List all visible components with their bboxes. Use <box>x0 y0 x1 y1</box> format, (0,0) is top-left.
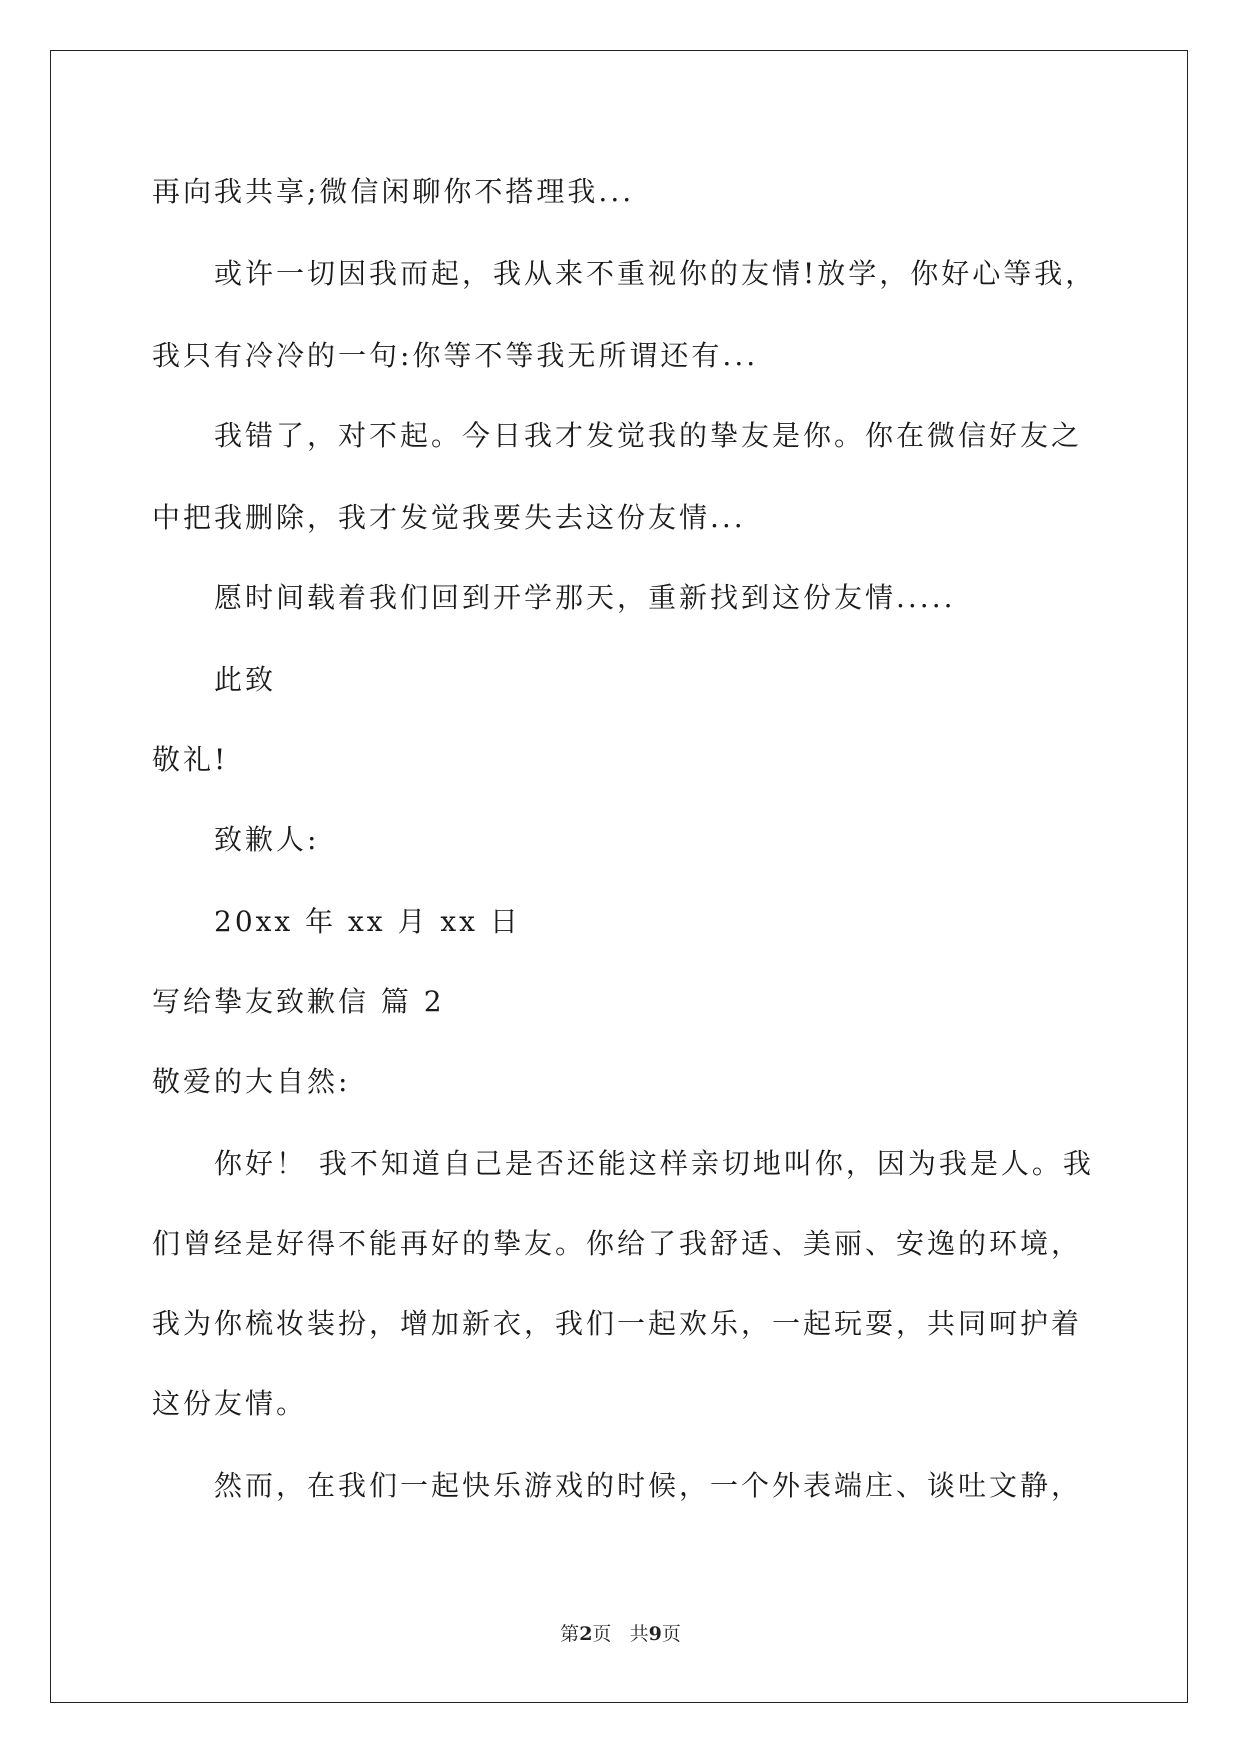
text-line-2: 或许一切因我而起，我从来不重视你的友情!放学，你好心等我， <box>214 257 1097 290</box>
footer-prefix: 第 <box>560 1623 580 1645</box>
text-line-10: 这份友情。 <box>152 1387 308 1420</box>
date-line: 20xx 年 xx 月 xx 日 <box>214 905 521 938</box>
text-line-4: 我错了，对不起。今日我才发觉我的挚友是你。你在微信好友之 <box>214 419 1083 452</box>
text-line-8: 们曾经是好得不能再好的挚友。你给了我舒适、美丽、安逸的环境， <box>152 1227 1083 1260</box>
footer-total-suffix: 页 <box>661 1623 681 1645</box>
text-line-11: 然而，在我们一起快乐游戏的时候，一个外表端庄、谈吐文静， <box>214 1469 1083 1502</box>
footer-total-prefix: 共 <box>629 1623 649 1645</box>
text-line-9: 我为你梳妆装扮，增加新衣，我们一起欢乐，一起玩耍，共同呵护着 <box>152 1307 1083 1340</box>
text-line-5: 中把我删除，我才发觉我要失去这份友情... <box>152 501 746 534</box>
total-page-number: 9 <box>648 1623 662 1645</box>
footer-page-suffix: 页 <box>592 1623 612 1645</box>
section-heading: 写给挚友致歉信 篇 2 <box>152 985 445 1018</box>
page-border <box>50 50 1188 1703</box>
text-line-1: 再向我共享;微信闲聊你不搭理我... <box>152 175 635 208</box>
current-page-number: 2 <box>579 1623 593 1645</box>
text-line-7: 你好！ 我不知道自己是否还能这样亲切地叫你，因为我是人。我 <box>214 1147 1094 1180</box>
signature-label: 致歉人: <box>214 823 320 856</box>
greeting-line: 敬爱的大自然: <box>152 1065 351 1098</box>
text-line-6: 愿时间载着我们回到开学那天，重新找到这份友情..... <box>214 581 956 614</box>
closing-line: 此致 <box>214 663 277 696</box>
salutation-line: 敬礼! <box>152 743 229 776</box>
text-line-3: 我只有冷冷的一句:你等不等我无所谓还有... <box>152 339 759 372</box>
page-footer <box>0 1622 1241 1646</box>
